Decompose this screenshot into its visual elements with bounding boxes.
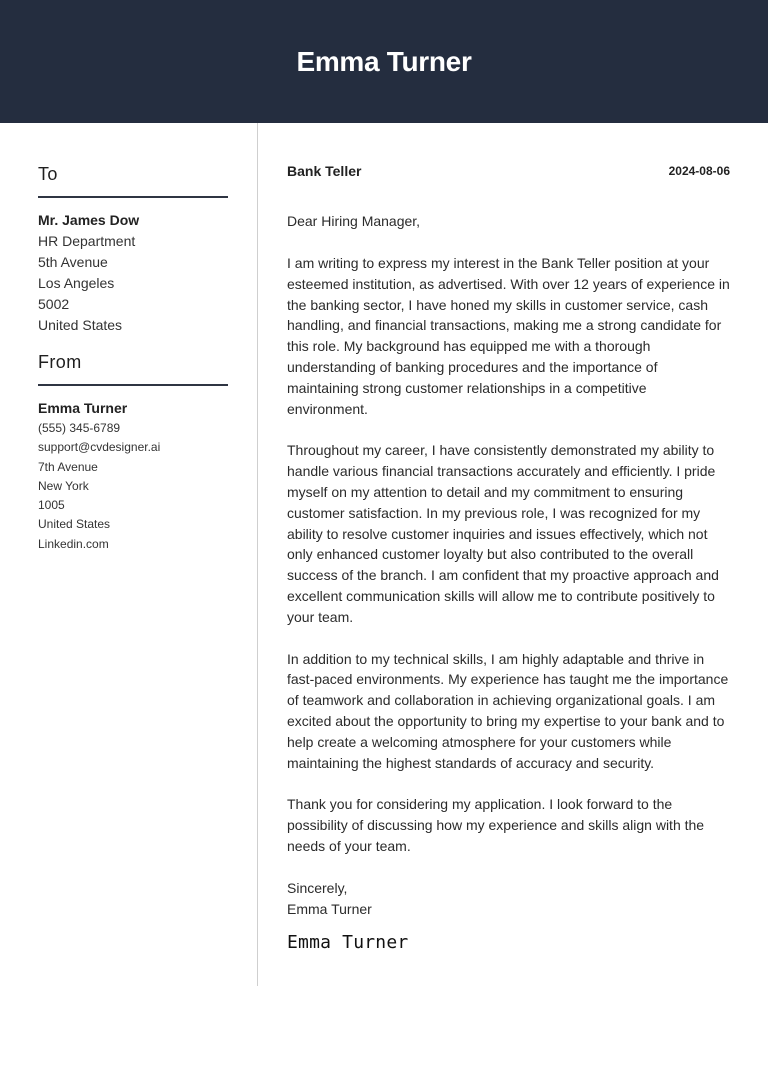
salutation: Dear Hiring Manager, [287,213,421,229]
sender-city: New York [38,478,89,493]
letter-date: 2024-08-06 [668,164,730,178]
recipient-line: 5th Avenue [38,254,108,270]
column-divider [257,123,258,986]
letter-paragraph: I am writing to express my interest in the Bank Teller position at your esteemed institution, as advertised. With over 12 years of experience in the banking sector, I have honed my skills in customer service, cash handling, and financial transactions, making me a strong candidate for this role. My background has equipped me with a thorough understanding of banking procedures and the importance of maintaining strong customer relationships in a competitive environment. [287,255,730,417]
recipient-block [38,210,228,336]
sender-phone: (555) 345-6789 [38,421,121,435]
sender-linkedin: Linkedin.com [38,536,109,551]
letter-meta-row [287,160,730,182]
recipient-line: HR Department [38,233,136,249]
letter-paragraph: Thank you for considering my application. I look forward to the possibility of discussing how my experience and skills align with the needs of your team. [287,796,705,854]
header-banner [0,0,768,123]
sender-postcode: 1005 [38,498,65,513]
letter-body [287,160,730,953]
sender-block [38,398,228,554]
closing-name: Emma Turner [287,900,372,917]
recipient-line: United States [38,317,123,333]
recipient-name: Mr. James Dow [38,212,140,228]
sender-name: Emma Turner [38,400,128,416]
sidebar [38,160,228,554]
sender-country: United States [38,517,111,532]
letter-paragraph: In addition to my technical skills, I am highly adaptable and thrive in fast-paced environments. My experience has taught me the importance of teamwork and collaboration in achieving organizational goals. I am excited about the opportunity to bring my expertise to your bank and to help create a welcoming atmosphere for your customers while maintaining the highest standards of accuracy and security. [287,650,729,771]
signature: Emma Turner [287,931,409,953]
sender-email: support@cvdesigner.ai [38,440,161,455]
from-section-title: From [38,348,228,386]
applicant-name-heading: Emma Turner [296,45,472,77]
letter-paragraph: Throughout my career, I have consistently demonstrated my ability to handle various financial transactions accurately and efficiently. I pride myself on my attention to detail and my commitment to ensuring customer satisfaction. In my previous role, I was recognized for my ability to resolve customer inquiries and issues effectively, which not only enhanced customer loyalty but also contributed to the overall success of the branch. I am confident that my proactive approach and excellent communication skills will allow me to contribute positively to your team. [287,442,719,625]
recipient-line: 5002 [38,296,70,312]
sender-street: 7th Avenue [38,459,98,474]
recipient-line: Los Angeles [38,275,115,291]
to-section-title: To [38,160,228,198]
job-title: Bank Teller [287,163,362,179]
closing-phrase: Sincerely, [287,879,348,896]
closing-block [287,878,730,920]
